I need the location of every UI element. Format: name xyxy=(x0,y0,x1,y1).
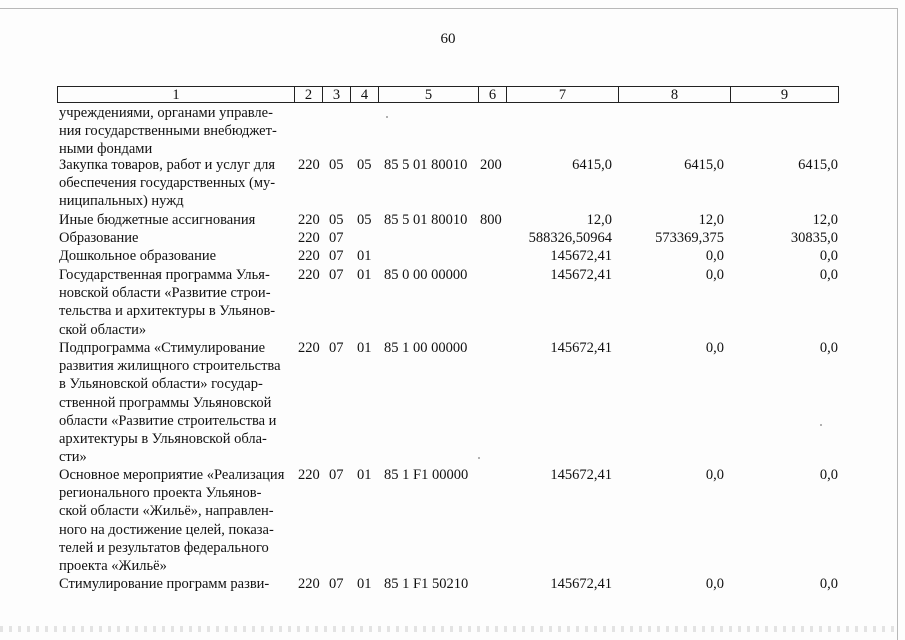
cell-target-article: 85 5 01 80010 xyxy=(384,212,468,228)
cell-amount-9: 6415,0 xyxy=(798,157,838,173)
name-line: области «Развитие строительства и xyxy=(59,412,277,429)
cell-amount-9: 30835,0 xyxy=(790,230,838,246)
name-line: ской области «Жильё», направлен- xyxy=(59,503,274,520)
cell-target-article: 85 1 F1 50210 xyxy=(384,576,469,592)
table-row-name xyxy=(59,575,291,593)
cell-amount-8: 0,0 xyxy=(705,340,724,356)
header-col-4: 4 xyxy=(350,86,378,103)
cell-target-article: 85 1 F1 00000 xyxy=(384,467,469,483)
cell-ministry: 220 xyxy=(298,467,320,483)
name-line: ственной программы Ульяновской xyxy=(59,394,272,411)
name-line: сти» xyxy=(59,449,87,466)
cell-target-article: 85 5 01 80010 xyxy=(384,157,468,173)
header-col-6: 6 xyxy=(478,86,506,103)
scan-speck xyxy=(386,116,388,118)
header-col-5: 5 xyxy=(378,86,478,103)
scan-speck xyxy=(820,424,822,426)
cell-section: 07 xyxy=(329,248,344,264)
cell-section: 05 xyxy=(329,157,344,173)
header-col-9: 9 xyxy=(730,86,839,103)
cell-amount-8: 6415,0 xyxy=(684,157,724,173)
cell-amount-7: 588326,50964 xyxy=(528,230,612,246)
name-line: ской области» xyxy=(59,321,147,338)
cell-target-article: 85 1 00 00000 xyxy=(384,340,468,356)
cell-section: 07 xyxy=(329,576,344,592)
name-line: телей и результатов федерального xyxy=(59,539,269,556)
scan-noise xyxy=(0,626,898,632)
name-line: регионального проекта Ульянов- xyxy=(59,485,262,502)
cell-amount-8: 0,0 xyxy=(705,267,724,283)
cell-amount-7: 6415,0 xyxy=(572,157,612,173)
cell-ministry: 220 xyxy=(298,230,320,246)
cell-subsection: 01 xyxy=(357,267,372,283)
cell-target-article: 85 0 00 00000 xyxy=(384,267,468,283)
cell-section: 07 xyxy=(329,230,344,246)
name-line: ными фондами xyxy=(59,141,153,158)
name-line: тельства и архитектуры в Ульянов- xyxy=(59,303,276,320)
name-line: ния государственными внебюджет- xyxy=(59,123,277,140)
table-row-name xyxy=(59,339,291,466)
cell-amount-7: 145672,41 xyxy=(550,267,612,283)
name-line: Иные бюджетные ассигнования xyxy=(59,212,256,228)
name-line: ного на достижение целей, показа- xyxy=(59,521,274,538)
table-row-name xyxy=(59,156,291,211)
cell-amount-7: 145672,41 xyxy=(550,576,612,592)
name-line: обеспечения государственных (му- xyxy=(59,175,276,192)
scan-speck xyxy=(478,457,480,459)
cell-amount-7: 12,0 xyxy=(586,212,612,228)
cell-section: 07 xyxy=(329,340,344,356)
cell-amount-9: 0,0 xyxy=(819,248,838,264)
cell-amount-7: 145672,41 xyxy=(550,467,612,483)
header-col-1: 1 xyxy=(57,86,294,103)
header-col-2: 2 xyxy=(294,86,322,103)
cell-amount-9: 0,0 xyxy=(819,340,838,356)
cell-subsection: 01 xyxy=(357,248,372,264)
cell-ministry: 220 xyxy=(298,157,320,173)
name-line: Государственная программа Улья- xyxy=(59,267,270,283)
cell-section: 07 xyxy=(329,467,344,483)
cell-amount-9: 0,0 xyxy=(819,267,838,283)
page-edge-right xyxy=(897,8,898,640)
cell-section: 07 xyxy=(329,267,344,283)
name-line: Основное мероприятие «Реализация xyxy=(59,467,285,483)
cell-ministry: 220 xyxy=(298,212,320,228)
cell-subsection: 05 xyxy=(357,157,372,173)
table-row-name xyxy=(59,104,291,159)
header-col-3: 3 xyxy=(322,86,350,103)
name-line: Образование xyxy=(59,230,139,246)
cell-amount-9: 0,0 xyxy=(819,467,838,483)
name-line: ниципальных) нужд xyxy=(59,193,184,210)
cell-amount-8: 0,0 xyxy=(705,248,724,264)
cell-expense-type: 200 xyxy=(480,157,502,173)
table-row-name xyxy=(59,466,291,575)
name-line: проекта «Жильё» xyxy=(59,558,167,575)
header-col-7: 7 xyxy=(506,86,618,103)
table-row-name xyxy=(59,266,291,339)
cell-amount-7: 145672,41 xyxy=(550,340,612,356)
cell-amount-8: 0,0 xyxy=(705,467,724,483)
name-line: Стимулирование программ разви- xyxy=(59,576,270,592)
name-line: в Ульяновской области» государ- xyxy=(59,376,263,393)
name-line: развития жилищного строительства xyxy=(59,358,281,375)
cell-amount-8: 12,0 xyxy=(698,212,724,228)
cell-amount-9: 12,0 xyxy=(812,212,838,228)
name-line: Подпрограмма «Стимулирование xyxy=(59,340,266,356)
cell-subsection: 01 xyxy=(357,340,372,356)
page-edge-top xyxy=(0,8,898,9)
cell-ministry: 220 xyxy=(298,248,320,264)
name-line: новской области «Развитие строи- xyxy=(59,285,271,302)
cell-amount-8: 0,0 xyxy=(705,576,724,592)
name-line: Закупка товаров, работ и услуг для xyxy=(59,157,276,173)
table-row-name xyxy=(59,211,291,229)
cell-ministry: 220 xyxy=(298,576,320,592)
cell-subsection: 01 xyxy=(357,467,372,483)
cell-subsection: 01 xyxy=(357,576,372,592)
cell-amount-8: 573369,375 xyxy=(655,230,724,246)
header-col-8: 8 xyxy=(618,86,730,103)
table-row-name xyxy=(59,229,291,247)
cell-subsection: 05 xyxy=(357,212,372,228)
name-line: Дошкольное образование xyxy=(59,248,217,264)
page-number: 60 xyxy=(440,31,456,47)
table-row-name xyxy=(59,247,291,265)
cell-expense-type: 800 xyxy=(480,212,502,228)
cell-section: 05 xyxy=(329,212,344,228)
cell-amount-7: 145672,41 xyxy=(550,248,612,264)
name-line: учреждениями, органами управле- xyxy=(59,105,273,121)
cell-amount-9: 0,0 xyxy=(819,576,838,592)
name-line: архитектуры в Ульяновской обла- xyxy=(59,431,267,448)
cell-ministry: 220 xyxy=(298,267,320,283)
cell-ministry: 220 xyxy=(298,340,320,356)
